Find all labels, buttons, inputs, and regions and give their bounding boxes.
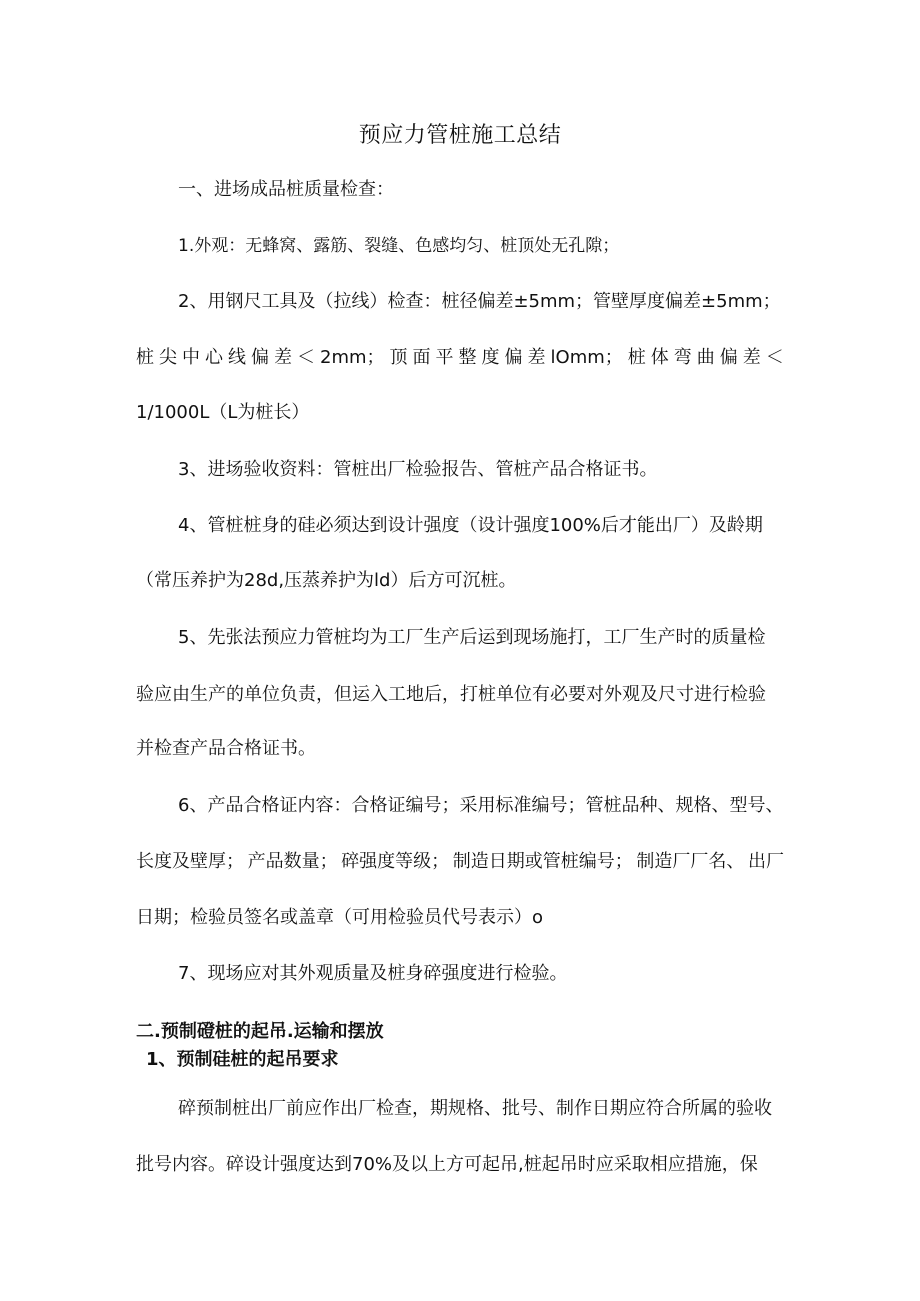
text-segment: 差: [274, 347, 292, 368]
text-segment: 2mm；: [320, 347, 385, 368]
text-segment: 整: [458, 347, 477, 368]
paragraph-site-inspection: 7、现场应对其外观质量及桩身碎强度进行检验。: [178, 963, 568, 984]
paragraph-acceptance-documents: 3、进场验收资料：管桩出厂检验报告、管桩产品合格证书。: [178, 459, 658, 480]
text-segment: 曲: [696, 347, 715, 368]
paragraph-design-strength-line-2: （常压养护为28d,压蒸养护为ld）后方可沉桩。: [136, 570, 517, 591]
text-segment: 偏: [719, 347, 738, 368]
text-segment: 线: [228, 347, 246, 368]
text-segment: ＜: [297, 347, 315, 368]
text-segment: 偏: [251, 347, 269, 368]
text-segment: 桩: [136, 347, 154, 368]
paragraph-measurement-line-2: [136, 346, 784, 370]
text-segment: lOmm；: [550, 347, 623, 368]
text-segment: ＜: [765, 347, 784, 368]
text-segment: 出厂: [747, 851, 784, 872]
section-heading-lifting-transport-stacking: 二.预制磴桩的起吊.运输和摆放: [136, 1021, 384, 1042]
paragraph-factory-production-line-3: 并检查产品合格证书。: [136, 738, 316, 759]
text-segment: 弯: [673, 347, 692, 368]
text-segment: 顶: [389, 347, 408, 368]
subsection-heading-lifting-requirements: 1、预制硅桩的起吊要求: [146, 1049, 339, 1070]
text-segment: 平: [435, 347, 454, 368]
paragraph-certificate-contents-line-1: 6、产品合格证内容：合格证编号；采用标准编号；管桩品种、规格、型号、: [178, 795, 784, 816]
text-segment: 度: [481, 347, 500, 368]
paragraph-factory-production-line-1: 5、先张法预应力管桩均为工厂生产后运到现场施打，工厂生产时的质量检: [178, 627, 766, 648]
text-segment: 偏: [504, 347, 523, 368]
paragraph-factory-production-line-2: 验应由生产的单位负责，但运入工地后，打桩单位有必要对外观及尺寸进行检验: [136, 684, 766, 705]
text-segment: 尖: [159, 347, 177, 368]
text-segment: 碎强度等级；: [341, 851, 450, 872]
section-heading-incoming-pile-inspection: 一、进场成品桩质量检查：: [178, 179, 394, 200]
text-segment: 面: [412, 347, 431, 368]
paragraph-appearance: 1.外观：无蜂窝、露筋、裂缝、色感均匀、桩顶处无孔隙；: [178, 236, 620, 256]
paragraph-design-strength-line-1: 4、管桩桩身的硅必须达到设计强度（设计强度100%后才能出厂）及龄期: [178, 515, 763, 536]
text-segment: 桩: [627, 347, 646, 368]
paragraph-lifting-line-2: 批号内容。碎设计强度达到70%及以上方可起吊,桩起吊时应采取相应措施，保: [136, 1154, 758, 1175]
paragraph-certificate-contents-line-3: 日期；检验员签名或盖章（可用检验员代号表示）o: [136, 907, 544, 928]
text-segment: 差: [527, 347, 546, 368]
text-segment: 体: [650, 347, 669, 368]
paragraph-certificate-contents-line-2: [136, 850, 784, 874]
text-segment: 制造厂厂名、: [636, 851, 745, 872]
text-segment: 中: [182, 347, 200, 368]
text-segment: 长度及壁厚；: [136, 851, 244, 872]
paragraph-measurement-line-3: 1/1000L（L为桩长）: [136, 402, 310, 423]
text-segment: 心: [205, 347, 223, 368]
paragraph-measurement-line-1: 2、用钢尺工具及（拉线）检查：桩径偏差±5mm；管壁厚度偏差±5mm；: [178, 291, 781, 312]
document-title: 预应力管桩施工总结: [358, 123, 562, 148]
paragraph-lifting-line-1: 碎预制桩出厂前应作出厂检查，期规格、批号、制作日期应符合所属的验收: [178, 1098, 772, 1119]
text-segment: 制造日期或管桩编号；: [452, 851, 633, 872]
text-segment: 产品数量；: [247, 851, 338, 872]
text-segment: 差: [742, 347, 761, 368]
